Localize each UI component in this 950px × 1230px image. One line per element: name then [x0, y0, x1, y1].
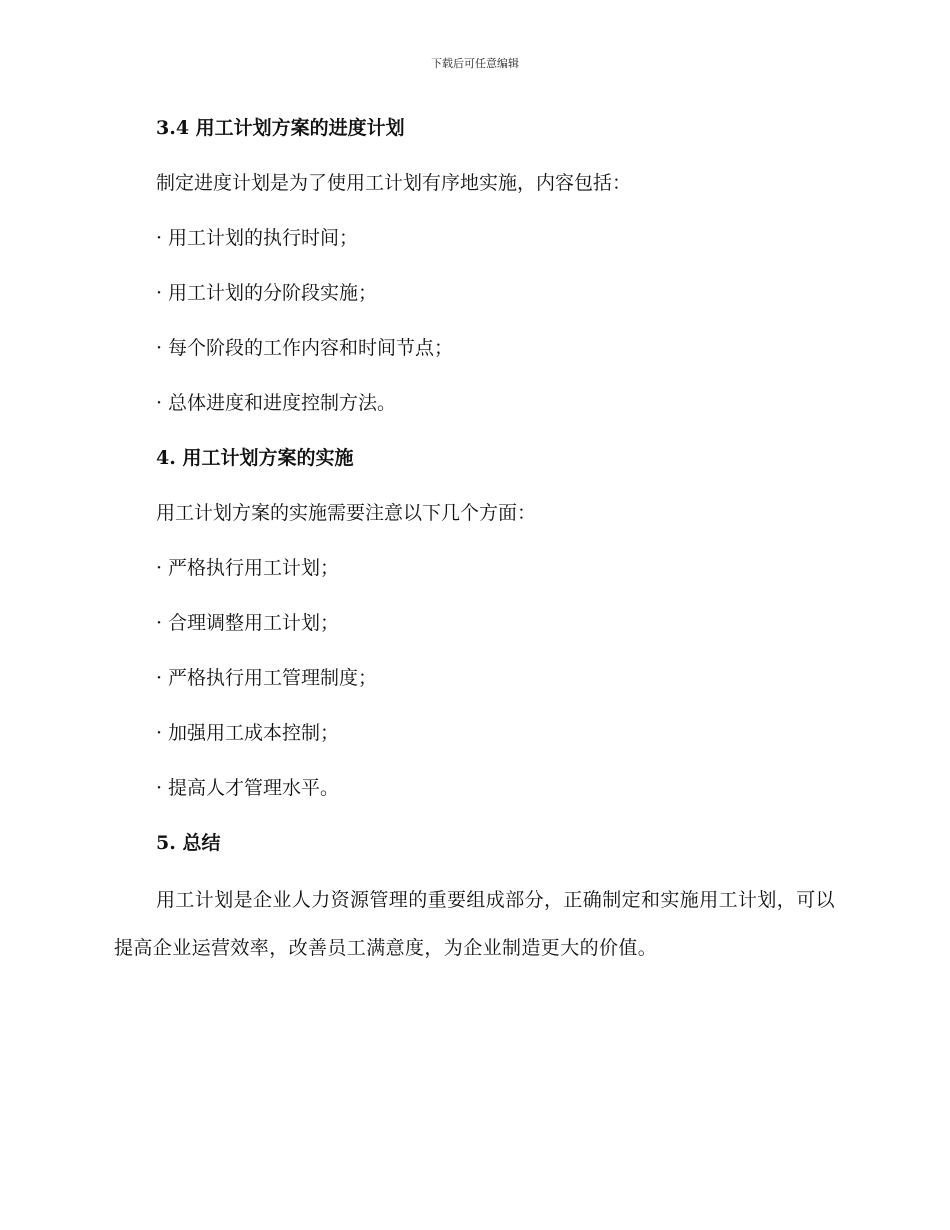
section-3-4-title: 3.4 用工计划方案的进度计划 — [156, 117, 405, 139]
section-3-4-intro: 制定进度计划是为了使用工计划有序地实施，内容包括： — [156, 172, 632, 194]
list-item: · 严格执行用工管理制度； — [156, 658, 836, 698]
list-item: · 总体进度和进度控制方法。 — [156, 383, 836, 423]
list-item: · 严格执行用工计划； — [156, 548, 836, 588]
document-body — [114, 108, 836, 972]
bullet-icon: · — [156, 612, 163, 634]
section-4-intro: 用工计划方案的实施需要注意以下几个方面： — [156, 502, 537, 524]
list-item: · 加强用工成本控制； — [156, 713, 836, 753]
section-4-title: 4. 用工计划方案的实施 — [156, 447, 354, 469]
list-item: · 用工计划的分阶段实施； — [156, 273, 836, 313]
list-item: · 合理调整用工计划； — [156, 603, 836, 643]
section-5-title: 5. 总结 — [156, 832, 221, 854]
bullet-icon: · — [156, 667, 163, 689]
bullet-icon: · — [156, 777, 163, 799]
list-item: · 每个阶段的工作内容和时间节点； — [156, 328, 836, 368]
header-note: 下载后可任意编辑 — [431, 57, 519, 70]
list-item: · 用工计划的执行时间； — [156, 218, 836, 258]
bullet-icon: · — [156, 227, 163, 249]
bullet-icon: · — [156, 392, 163, 414]
bullet-icon: · — [156, 557, 163, 579]
bullet-icon: · — [156, 337, 163, 359]
bullet-icon: · — [156, 282, 163, 304]
list-item: · 提高人才管理水平。 — [156, 768, 836, 808]
summary-paragraph: 用工计划是企业人力资源管理的重要组成部分，正确制定和实施用工计划，可以提高企业运营效率，改善员工满意度，为企业制造更大的价值。 — [114, 889, 836, 959]
bullet-icon: · — [156, 722, 163, 744]
